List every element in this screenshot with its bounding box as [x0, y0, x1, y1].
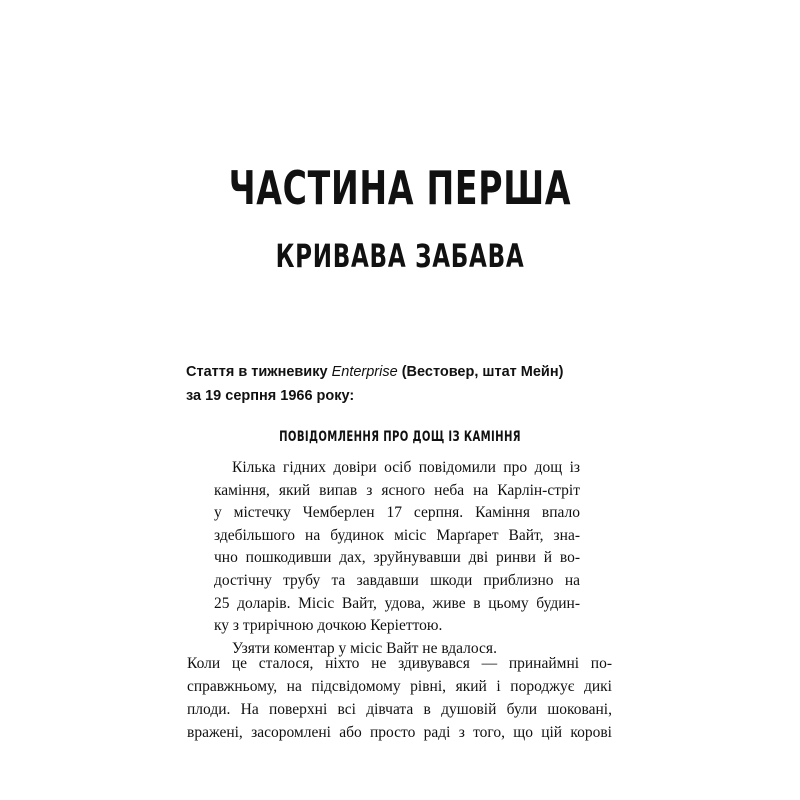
- article-text: [214, 457, 580, 660]
- intro-suffix: (Вестовер, штат Мейн): [397, 364, 564, 380]
- article-line: каміння, який випав з ясного неба на Карлін-стріт: [214, 481, 580, 499]
- article-line: ку з трирічною дочкою Керіеттою.: [214, 617, 443, 635]
- article-intro: [186, 360, 606, 408]
- body-line: справжньому, на підсвідомому рівні, який і породжує дикі: [187, 678, 612, 695]
- article-headline: ПОВІДОМЛЕННЯ ПРО ДОЩ ІЗ КАМІННЯ: [279, 429, 521, 445]
- article-line: у містечку Чемберлен 17 серпня. Каміння впало: [214, 504, 580, 522]
- part-subtitle: КРИВАВА ЗАБАВА: [275, 237, 525, 275]
- article-line: чно пошкодивши дах, зруйнувавши дві ринви й во-: [214, 549, 580, 567]
- body-line: вражені, засоромлені або просто раді з того, що цій корові: [187, 724, 612, 741]
- article-line: Кілька гідних довіри осіб повідомили про дощ із: [232, 459, 580, 476]
- publication-name: Enterprise: [331, 364, 398, 380]
- intro-prefix: Стаття в тижневику: [186, 364, 332, 380]
- body-text: [187, 652, 612, 744]
- body-line: плоди. На поверхні всі дівчата в душовій були шоковані,: [187, 701, 612, 718]
- article-line: 25 доларів. Місіс Вайт, удова, живе в цьому будин-: [214, 594, 580, 612]
- part-title: ЧАСТИНА ПЕРША: [228, 161, 572, 215]
- body-line: Коли це сталося, ніхто не здивувався — принаймні по-: [187, 655, 612, 672]
- article-line: Узяти коментар у місіс Вайт не вдалося.: [232, 639, 497, 657]
- intro-date-line: за 19 серпня 1966 року:: [186, 388, 355, 404]
- article-line: достічну трубу та завдавши шкоди приблизно на: [214, 571, 580, 589]
- article-line: здебільшого на будинок місіс Марґарет Вайт, зна-: [214, 526, 580, 544]
